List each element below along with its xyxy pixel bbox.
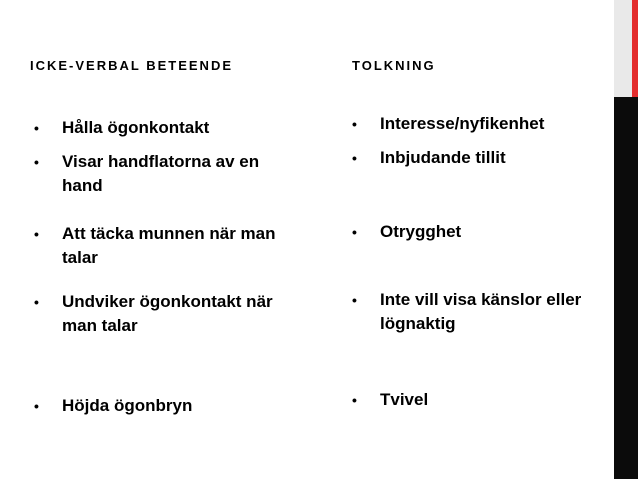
sidebar-accent-red bbox=[632, 0, 638, 97]
bullet-glyph: • bbox=[34, 120, 39, 136]
bullet-glyph: • bbox=[34, 294, 39, 310]
list-item-text: Undviker ögonkontakt när man talar bbox=[62, 292, 273, 335]
bullet-glyph: • bbox=[34, 226, 39, 242]
sidebar-bottom-black bbox=[614, 97, 638, 479]
list-item-left-5 bbox=[34, 394, 294, 418]
header-interpretation: TOLKNING bbox=[352, 58, 436, 73]
list-item-right-4 bbox=[352, 288, 602, 336]
bullet-glyph: • bbox=[34, 398, 39, 414]
bullet-glyph: • bbox=[352, 116, 357, 132]
list-item-right-5 bbox=[352, 388, 602, 412]
bullet-glyph: • bbox=[352, 224, 357, 240]
bullet-glyph: • bbox=[34, 154, 39, 170]
list-item-right-3 bbox=[352, 220, 602, 244]
list-item-left-2 bbox=[34, 150, 294, 198]
list-item-left-3 bbox=[34, 222, 294, 270]
list-item-left-4 bbox=[34, 290, 294, 338]
list-item-right-1 bbox=[352, 112, 602, 136]
list-item-text: Inte vill visa känslor eller lögnaktig bbox=[380, 290, 582, 333]
list-item-text: Otrygghet bbox=[380, 222, 462, 241]
header-nonverbal-behavior: ICKE-VERBAL BETEENDE bbox=[30, 58, 234, 73]
bullet-glyph: • bbox=[352, 392, 357, 408]
list-item-text: Interesse/nyfikenhet bbox=[380, 114, 545, 133]
list-item-text: Inbjudande tillit bbox=[380, 148, 506, 167]
list-item-text: Visar handflatorna av en hand bbox=[62, 152, 260, 195]
list-item-text: Tvivel bbox=[380, 390, 429, 409]
list-item-text: Att täcka munnen när man talar bbox=[62, 224, 276, 267]
bullet-glyph: • bbox=[352, 150, 357, 166]
list-item-text: Höjda ögonbryn bbox=[62, 396, 193, 415]
list-item-text: Hålla ögonkontakt bbox=[62, 118, 210, 137]
bullet-glyph: • bbox=[352, 292, 357, 308]
list-item-right-2 bbox=[352, 146, 602, 170]
list-item-left-1 bbox=[34, 116, 294, 140]
